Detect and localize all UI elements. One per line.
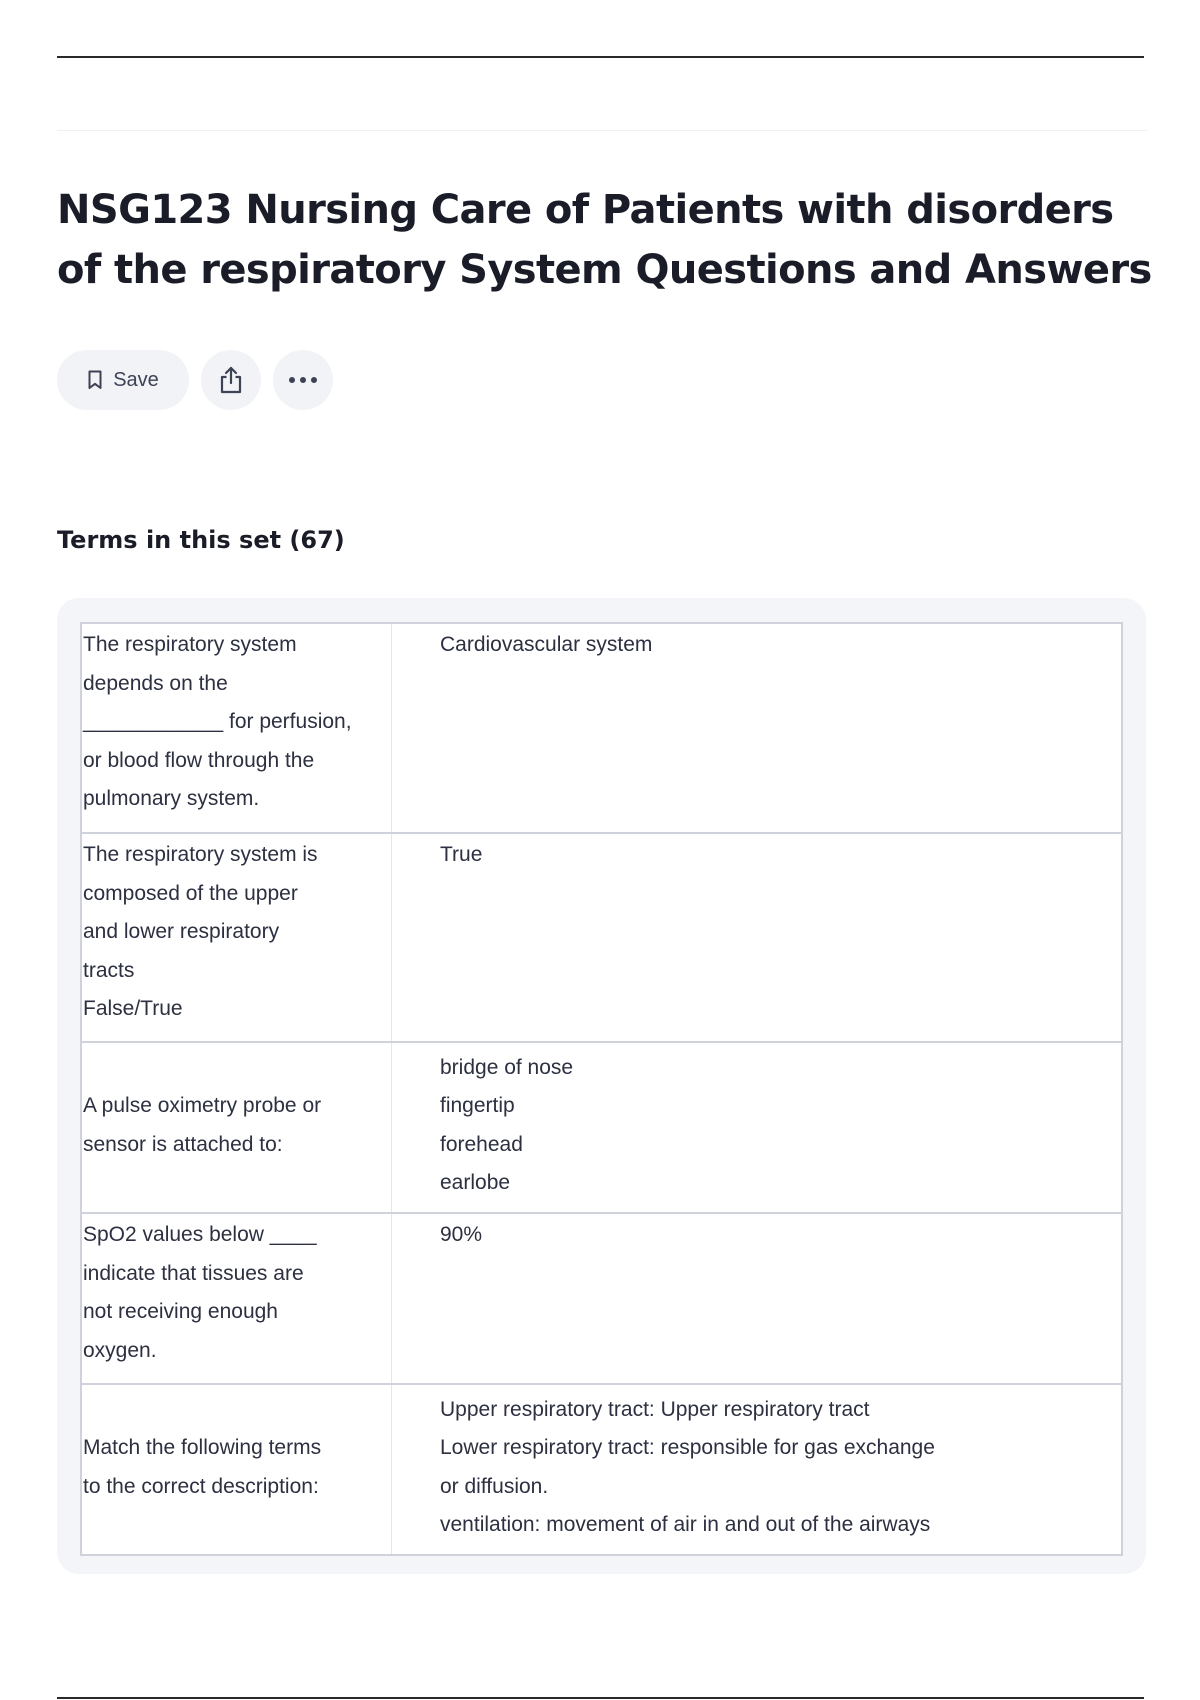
save-button[interactable]: [57, 350, 189, 410]
term-row: [82, 834, 1121, 1043]
terms-table: [80, 622, 1123, 1556]
term-text: Match the following terms to the correct description:: [83, 1436, 322, 1498]
header-divider: [57, 130, 1147, 131]
action-bar: [57, 350, 333, 410]
definition-text: True: [440, 843, 483, 866]
more-options-button[interactable]: [273, 350, 333, 410]
save-button-label: Save: [113, 368, 159, 391]
more-horizontal-icon: [288, 376, 318, 384]
term-row: [82, 624, 1121, 834]
term-row: [82, 1385, 1121, 1554]
definition-text: bridge of nose fingertip forehead earlobe: [440, 1055, 574, 1194]
definition-text: Upper respiratory tract: Upper respiratory tract Lower respiratory tract: responsible for gas exchange or diffusion. ventilation: movement of air in and out of the airways: [440, 1397, 935, 1536]
term-text: The respiratory system is composed of the upper and lower respiratory tracts False/True: [83, 843, 318, 1020]
term-cell: [82, 1214, 392, 1383]
term-cell: [82, 1043, 392, 1212]
term-text: SpO2 values below ____ indicate that tissues are not receiving enough oxygen.: [83, 1223, 317, 1362]
definition-text: Cardiovascular system: [440, 633, 653, 656]
bottom-divider: [57, 1697, 1144, 1699]
definition-cell: [392, 834, 1121, 1041]
share-icon: [218, 366, 244, 394]
page-title: NSG123 Nursing Care of Patients with disorders of the respiratory System Questions and Answers: [57, 187, 1152, 293]
definition-cell: [392, 624, 1121, 832]
term-cell: [82, 1385, 392, 1554]
definition-cell: [392, 1214, 1121, 1383]
definition-cell: [392, 1043, 1121, 1212]
term-row: [82, 1214, 1121, 1385]
term-text: A pulse oximetry probe or sensor is attached to:: [83, 1094, 322, 1156]
term-cell: [82, 834, 392, 1041]
terms-panel: [57, 598, 1146, 1574]
definition-text: 90%: [440, 1223, 483, 1246]
term-row: [82, 1043, 1121, 1214]
share-button[interactable]: [201, 350, 261, 410]
term-text: The respiratory system depends on the ____________ for perfusion, or blood flow through the pulmonary system.: [83, 633, 352, 810]
terms-heading: Terms in this set (67): [57, 526, 345, 554]
term-cell: [82, 624, 392, 832]
bookmark-icon: [87, 370, 103, 390]
definition-cell: [392, 1385, 1121, 1554]
top-divider: [57, 56, 1144, 58]
